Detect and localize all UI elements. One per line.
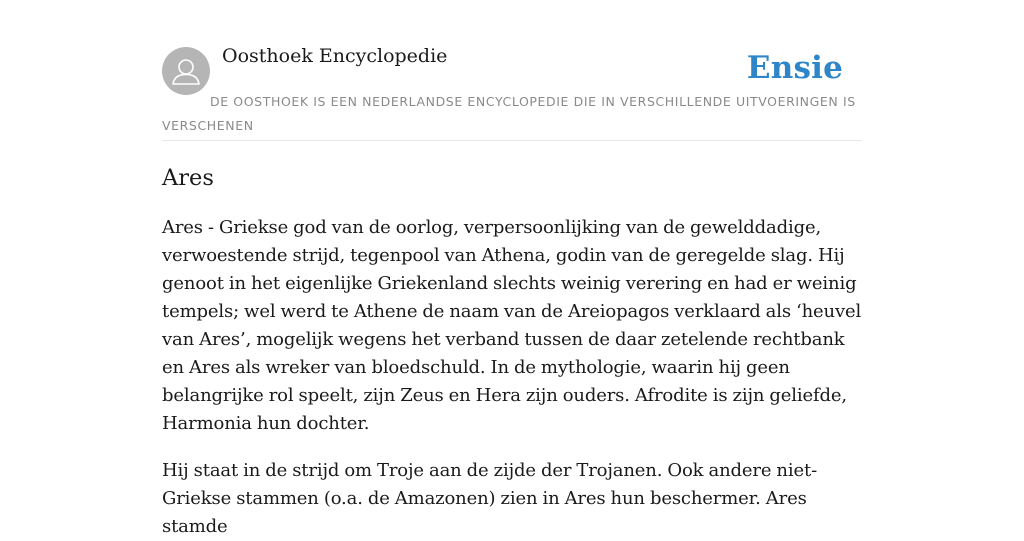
article-paragraph: Hij staat in de strijd om Troje aan de zijde der Trojanen. Ook andere niet-Griekse stammen (o.a. de Amazonen) zien in Ares hun beschermer. Ares stamde (162, 460, 818, 537)
source-name[interactable]: Oosthoek Encyclopedie (222, 45, 448, 67)
source-tagline: DE OOSTHOEK IS EEN NEDERLANDSE ENCYCLOPEDIE DIE IN VERSCHILLENDE UITVOERINGEN IS VERSCHENEN (162, 94, 856, 133)
source-header (162, 0, 862, 141)
source-avatar[interactable] (162, 47, 210, 95)
article (162, 162, 862, 541)
article-title: Ares (162, 165, 214, 191)
article-paragraph: Ares - Griekse god van de oorlog, verpersoonlijking van de gewelddadige, verwoestende strijd, tegenpool van Athena, godin van de geregelde slag. Hij genoot in het eigenlijke Griekenland slechts weinig verering en had er weinig tempels; wel werd te Athene de naam van de Areiopagos verklaard als ‘heuvel van Ares’, mogelijk wegens het verband tussen de daar zetelende rechtbank en Ares als wreker van bloedschuld. In de mythologie, waarin hij geen belangrijke rol speelt, zijn Zeus en Hera zijn ouders. Afrodite is zijn geliefde, Harmonia hun dochter. (162, 217, 862, 434)
brand-logo-link[interactable]: Ensie (746, 50, 843, 86)
user-placeholder-icon (162, 47, 210, 95)
